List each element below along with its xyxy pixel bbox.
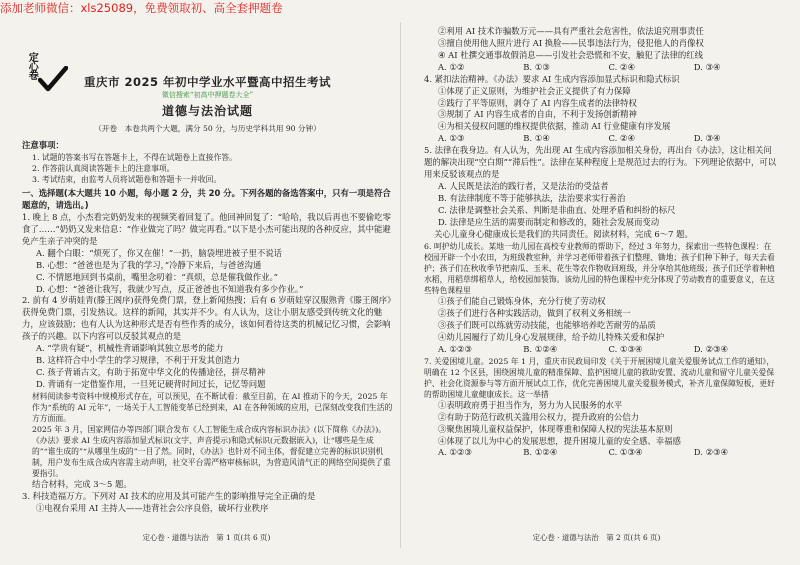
question-3-options <box>424 62 779 74</box>
question-7-item: ①表明政府勇于担当作为，努力为人民服务的水平 <box>438 399 623 410</box>
option-a: A. ①③ <box>438 133 465 144</box>
option-d: D. ②③④ <box>693 343 729 354</box>
question-6-item: ④幼儿园履行了幼儿身心发展规律，给予幼儿特殊关爱和保护 <box>438 331 665 342</box>
question-1-option: D. 心想：“爸爸让我写，我就少写点，反正爸爸也不知道我有多少作业。” <box>36 283 304 294</box>
question-3-stem: 3. 科技造福万方。下列对 AI 技术的应用及其可能产生的影响推导完全正确的是 <box>22 491 316 502</box>
subject-title: 道德与法治试题 <box>161 104 253 119</box>
page-2 <box>404 22 789 548</box>
question-7-options <box>424 447 779 459</box>
question-4-stem: 4. 紧扣法治精神。《办法》要求 AI 生成内容添加显式标识和隐式标识 <box>424 73 680 84</box>
page-fold <box>400 22 401 548</box>
question-4-item: ④为相关侵权问题的维权提供依据，推动 AI 行业健康有序发展 <box>438 121 671 132</box>
promo-banner: 添加老师微信：xls25089，免费领取初、高全套押题卷 <box>0 1 283 15</box>
question-5-option: A. 人民既是法治的践行者，又是法治的受益者 <box>438 180 609 191</box>
option-a: A. ①②③ <box>438 343 472 354</box>
question-3-item: ③擅自使用他人照片进行 AI 换脸——民事违法行为，侵犯他人的肖像权 <box>438 37 704 48</box>
note-item: 2. 作答前认真阅读答题卡上的注意事项。 <box>32 164 175 174</box>
option-c: C. ①③④ <box>608 447 643 458</box>
question-6-item: ①孩子们能自己锻炼身体，充分行使了劳动权 <box>438 295 606 306</box>
question-5-option: B. 有法律制度不等于能够执法，法治要求实行善治 <box>438 192 626 203</box>
watermark-text: 微信搜索“初高中押题卷大全” <box>161 91 254 100</box>
question-6-stem: 6. 呵护幼儿成长。某地一幼儿园在高校专业教师的帮助下，经过 3 年努力，探索出一些特色课程：在校园开辟一个小农田，为班级教室种，并学习老师带着孩子们整理、锄地；孩子们种下种子，每天去看护；孩子们在秋收季节把南瓜、玉米、花生等农作物收回班级，并分享给其他班级；孩子们还学着种植水稻，用稻草绑稻草人，给校园加装饰。该幼儿园的特色课程中充分体现了劳动教育的重要意义，在这些特色课程里 <box>424 241 775 295</box>
question-7-stem: 7. 关爱困境儿童。2025 年 1 月，重庆市民政局印发《关于开展困境儿童关爱服务试点工作的通知》，明确在 12 个区县，围绕困境儿童的精准保障、监护困境儿童的救助安置、流动儿童和留守儿童关爱保护、社会化资源参与等方面开展试点工作，优化完善困境儿童关爱服务模式，补齐儿童保障短板，更好的帮助困境儿童健康成长。这一举措 <box>424 356 775 399</box>
checkmark-icon <box>38 66 68 92</box>
material-paragraph: 材料阅读参考资料中规模形式存在，可以预见，在不断试看：截至目前，在 AI 推动下的今天，2025 年作为“系统的 AI 元年”，一场关于人工智能变革已经到来，AI 在各种领域的应用，已深刻改变我们生活的方方面面。 <box>32 391 393 423</box>
question-3-item: ②利用 AI 技术诈骗数万元——具有严重社会危害性，依法追究刑事责任 <box>438 26 704 36</box>
page-footer: 定心卷 · 道德与法治 第 2 页(共 6 页) <box>532 533 661 543</box>
material-instruction: 关心儿童身心健康成长是我们的共同责任。阅读材料，完成 6～7 题。 <box>434 228 693 239</box>
option-d: D. ③④ <box>693 133 721 144</box>
question-1-option: B. 心想：“爸爸也是为了我的学习，”冷静下来后，与爸爸沟通 <box>36 259 262 270</box>
question-2-option: B. 这样符合中小学生的学习规律，不利于开发其创造力 <box>36 355 241 366</box>
question-6-item: ③孩子们既可以练就劳动技能，也能够培养吃苦耐劳的品质 <box>438 319 656 330</box>
question-1-option: A. 翻个白眼：“烦死了，你又在催！”一扔，脑袋埋进被子里不说话 <box>36 247 283 258</box>
note-item: 1. 试题的答案书写在答题卡上，不得在试题卷上直接作答。 <box>32 153 237 162</box>
question-1-option: C. 不情愿地回到书桌前，嘴里念叨着：“真烦，总是催我做作业。” <box>36 271 278 282</box>
option-c: C. ①③④ <box>608 343 643 354</box>
option-d: D. ③④ <box>693 61 721 72</box>
exam-sheet <box>14 22 790 548</box>
exam-subtitle: （开卷 本卷共两个大题，满分 50 分，与历史学科共用 90 分钟） <box>94 124 321 134</box>
exam-title: 重庆市 2025 年初中学业水平暨高中招生考试 <box>83 75 331 89</box>
question-5-option: D. 法律是应生活的需要而制定和修改的，随社会发展而变动 <box>438 216 660 227</box>
option-c: C. ②④ <box>608 133 635 144</box>
page-footer: 定心卷 · 道德与法治 第 1 页(共 6 页) <box>142 533 271 543</box>
question-2-stem: 2. 前有 4 岁萌娃青(滕王阁序)获得免费门票，登上新闻热搜；后有 6 岁萌娃穿汉服熟背《滕王阁序》获得免费门票，引发热议。这样的新闻，其实并不少。有人认为，这让小朋友感受到传统文化的魅力，应该鼓励；也有人认为这种形式是否有些作秀的成分，该如何看待这类的机械记忆习惯，会影响孩子的兴趣。以下内容可以反驳其观点的是 <box>22 295 392 342</box>
question-4-item: ①体现了正义原则，为维护社会正义提供了有力保障 <box>438 85 631 96</box>
question-3-item: ①电视台采用 AI 主持人——违背社会公序良俗，破坏行业秩序 <box>36 503 269 514</box>
option-d: D. ②③④ <box>693 447 729 458</box>
question-3-item: ④ AI 杜撰交通事故假消息——引发社会恐慌和不安，触犯了法律的红线 <box>438 49 704 60</box>
section-one-heading: 一、选择题(本大题共 10 小题，每小题 2 分，共 20 分。下列各题的备选答案中，只有一项是符合题意的，请选出。) <box>22 188 391 211</box>
logo-text: 定心卷 <box>26 52 38 79</box>
option-b: B. ①④ <box>523 133 550 144</box>
question-4-item: ③规制了 AI 内容生成者的自由，不利于发扬创新精神 <box>438 109 637 120</box>
notes-title: 注意事项： <box>22 140 64 151</box>
question-5-stem: 5. 法律在我身边。有人认为，先出现 AI 生成内容添加相关身份，再出台《办法》，这让相关问题的解决出现“空白期”“滞后性”。法律在某种程度上是规范过去的行为。下列理论依据中，可以用来反驳该观点的是 <box>424 145 777 180</box>
question-6-item: ②孩子们进行各种实践活动，做到了权利义务相统一 <box>438 307 631 318</box>
question-2-option: C. 孩子背诵古文，有助于拓宽中华文化的传播途径，拼尽精神 <box>36 367 266 378</box>
brand-logo <box>24 52 72 96</box>
question-6-options <box>424 344 779 356</box>
option-b: B. ①②④ <box>523 343 558 354</box>
page-1 <box>14 22 399 548</box>
note-item: 3. 考试结束，由监考人员将试题卷和答题卡一并收回。 <box>32 175 222 185</box>
option-c: C. ②④ <box>608 61 635 72</box>
option-b: B. ①②④ <box>523 447 558 458</box>
option-a: A. ①②③ <box>438 447 472 458</box>
material-paragraph: 2025 年 3 月，国家网信办等四部门联合发布《人工智能生成合成内容标识办法》(以下简称《办法》)。《办法》要求 AI 生成内容添加显式标识(文字、声音提示)和隐式标识(元数据嵌入)，让“哪些是生成的”“谁生成的”“从哪里生成的”一目了然。同时，《办法》也针对不同主体，督促建立完善的标识识别机制，用户发布生成合成内容需主动声明，社交平台需严格审核标识，为营造风清气正的网络空间提供了重要指引。 <box>32 425 391 479</box>
question-5-option: C. 法律是调整社会关系、判断是非曲直、处理矛盾和纠纷的标尺 <box>438 204 676 215</box>
exam-header <box>22 74 393 120</box>
question-2-option: A. “学贵有疑”，机械性背诵影响其独立思考的能力 <box>36 343 224 354</box>
material-instruction: 结合材料，完成 3～5 题。 <box>32 479 132 490</box>
option-a: A. ①② <box>438 61 465 72</box>
question-4-item: ②践行了平等原则，剥夺了 AI 内容生成者的法律特权 <box>438 97 637 108</box>
option-b: B. ①③ <box>523 61 550 72</box>
question-4-options <box>424 133 779 145</box>
question-2-option: D. 背诵有一定借鉴作用，一旦死记硬背时间过长，记忆等问题 <box>36 378 266 389</box>
question-7-item: ③聚焦困境儿童权益保护，体现尊重和保障人权的宪法基本原则 <box>438 423 673 434</box>
question-7-item: ④体现了以儿为中心的发展思想，提升困境儿童的安全感、幸福感 <box>438 435 681 446</box>
question-7-item: ②有助于防范行政机关滥用公权力，提升政府的公信力 <box>438 411 639 422</box>
question-1-stem: 1. 晚上 8 点，小杰看完奶奶发来的视频笑着回复了。他回神回复了：“哈哈，我以后再也不要偷吃零食了……”奶奶又发来信息：“作业做完了吗？做完再看。”以下是小杰可能出现的各种反应，其中能避免产生亲子冲突的是 <box>22 212 391 246</box>
